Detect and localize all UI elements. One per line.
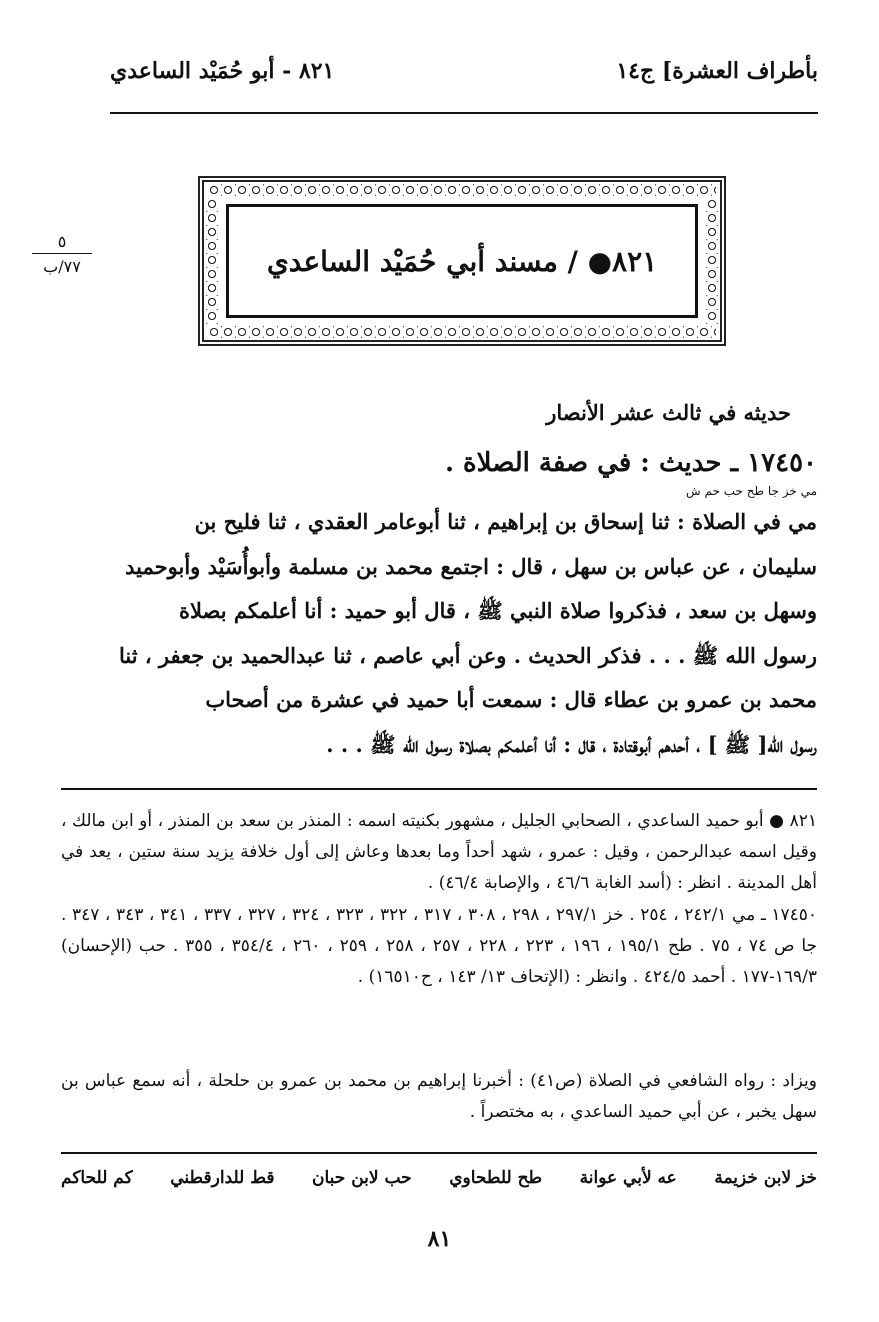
footnote-rule bbox=[61, 788, 817, 790]
hadith-line: وسهل بن سعد ، فذكروا صلاة النبي ﷺ ، قال أبو حميد : أنا أعلمكم بصلاة bbox=[178, 598, 817, 623]
header-rule bbox=[110, 112, 818, 114]
title-box bbox=[226, 204, 698, 318]
hadith-heading: ١٧٤٥٠ ـ حديث : في صفة الصلاة . bbox=[444, 448, 817, 478]
page-number: ٨١ bbox=[427, 1226, 452, 1252]
musnad-title: ٨٢١● / مسند أبي حُمَيْد الساعدي bbox=[266, 244, 658, 278]
hadith-sigla: مي خز جا طح حب حم ش bbox=[686, 484, 817, 498]
abbr-item: خز لابن خزيمة bbox=[714, 1168, 817, 1188]
abbreviations-rule bbox=[61, 1152, 817, 1154]
hadith-line: رسول الله ﷺ . . . فذكر الحديث . وعن أبي عاصم ، ثنا عبدالحميد بن جعفر ، ثنا bbox=[118, 642, 817, 668]
footnote-addition: ويزاد : رواه الشافعي في الصلاة (ص٤١) : أخبرنا إبراهيم بن محمد بن عمرو بن حلحلة ، أنه سمع عباس بن سهل يخبر ، عن أبي حميد الساعدي ، به مختصراً . bbox=[61, 1071, 817, 1122]
hadith-body bbox=[61, 500, 817, 767]
hadith-line: مي في الصلاة : ثنا إسحاق بن إبراهيم ، ثنا أبوعامر العقدي ، ثنا فليح بن bbox=[194, 509, 817, 534]
abbr-item: طح للطحاوي bbox=[449, 1168, 543, 1188]
footnote-companion: ٨٢١ ● أبو حميد الساعدي ، الصحابي الجليل ، مشهور بكنيته اسمه : المنذر بن سعد بن المنذر ، أو ابن مالك ، وقيل اسمه عبدالرحمن ، وقيل : عمرو ، شهد أحداً وما بعدها وعاش إلى أول خلافة يزيد سنة ستين ، يعد في أهل المدينة . انظر : (أسد الغابة ٤٦/٦ ، والإصابة ٤٦/٤) . bbox=[61, 811, 817, 893]
ornament-border-top bbox=[208, 184, 716, 196]
hadith-line: رسول الله[ ﷺ ] ، أحدهم أبوقتادة ، قال : أنا أعلمكم بصلاة رسول الله ﷺ . . . bbox=[326, 731, 817, 757]
intro-line: حديثه في ثالث عشر الأنصار bbox=[546, 400, 791, 425]
header-section-title: ٨٢١ - أبو حُمَيْد الساعدي bbox=[110, 58, 335, 84]
abbreviations-legend bbox=[61, 1168, 817, 1188]
abbr-item: قط للدارقطني bbox=[170, 1168, 275, 1188]
footnote-references: ١٧٤٥٠ ـ مي ٢٤٢/١ ، ٢٥٤ . خز ٢٩٧/١ ، ٢٩٨ ، ٣٠٨ ، ٣١٧ ، ٣٢٢ ، ٣٢٣ ، ٣٢٤ ، ٣٢٧ ، ٣٣٧ ، ٣٤١ ، ٣٤٣ ، ٣٤٧ . جا ص ٧٤ ، ٧٥ . طح ١٩٥/١ ، ١٩٦ ، ٢٢٣ ، ٢٢٨ ، ٢٥٧ ، ٢٥٨ ، ٢٥٩ ، ٢٦٠ ، ٣٥٤/٤ ، ٣٥٥ . حب (الإحسان) ١٦٩/٣-١٧٧ . أحمد ٤٢٤/٥ . وانظر : (الإتحاف ١٣/ ١٤٣ ، ح١٦٥١٠) . bbox=[61, 905, 818, 987]
hadith-line: سليمان ، عن عباس بن سهل ، قال : اجتمع محمد بن مسلمة وأبوأُسَيْد وأبوحميد bbox=[125, 553, 817, 579]
ornament-border-left bbox=[206, 198, 218, 324]
ornamental-title-frame bbox=[198, 176, 726, 346]
abbr-item: حب لابن حبان bbox=[311, 1168, 412, 1188]
margin-note-number: ٥ bbox=[32, 232, 92, 254]
header-book-title: بأطراف العشرة] ج١٤ bbox=[616, 58, 818, 84]
margin-note-folio: ٧٧/ب bbox=[43, 257, 81, 276]
ornament-border-right bbox=[706, 198, 718, 324]
margin-folio-note bbox=[32, 232, 92, 276]
ornament-border-bottom bbox=[208, 326, 716, 338]
abbr-item: كم للحاكم bbox=[61, 1168, 133, 1188]
running-header bbox=[110, 58, 818, 92]
abbr-item: عه لأبي عوانة bbox=[579, 1168, 677, 1188]
hadith-line: محمد بن عمرو بن عطاء قال : سمعت أبا حميد في عشرة من أصحاب bbox=[205, 687, 817, 712]
